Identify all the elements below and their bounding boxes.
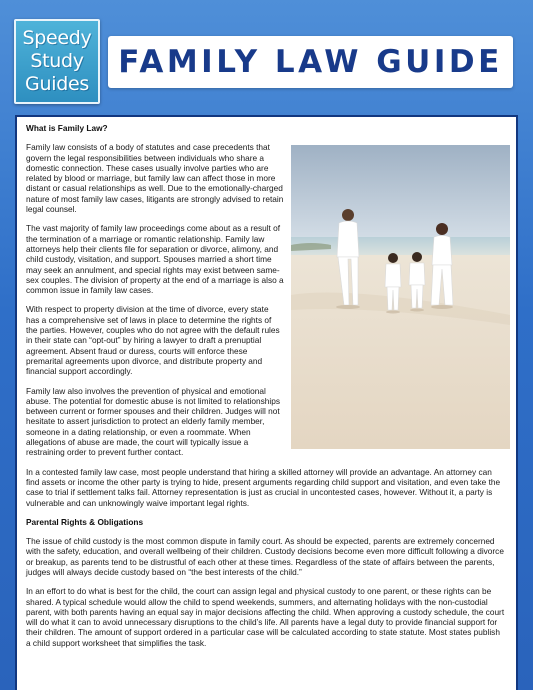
paragraph-3: With respect to property division at the time of divorce, every state has a comprehensive set of laws in place to determine the rights of the parties. However, couples who do not agree with the default rules in their state can “opt-out” by hiring a lawyer to draft a prenuptial agreement. Absent fraud or duress, courts will enforce these premarital agreements upon divorce, and distribute property and financial support accordingly. bbox=[26, 304, 280, 377]
speedy-study-guides-logo bbox=[14, 19, 100, 104]
paragraph-7: In an effort to do what is best for the child, the court can assign legal and physical custody to one parent, or these rights can be shared. A typical schedule would allow the child to spend weekends, summers, and alternating holidays with the non-custodial parent, with both parents having an equal say in major decisions affecting the child. When approving a custody schedule, the court will do what it can to avoid unnecessary disruptions to the child’s life. All parents have a legal duty to provide financial support for their children. The amount of support ordered in a particular case will be calculated according to state statute. Most states publish a child support worksheet that simplifies the task. bbox=[26, 586, 505, 648]
logo-line-2: Study bbox=[30, 50, 84, 72]
paragraph-6: The issue of child custody is the most common dispute in family court. As should be expected, parents are extremely concerned with the safety, education, and overall wellbeing of their children. Custody decisions become even more difficult following a divorce or breakup, as parents tend to be distrustful of each other at these times. Regardless of the state of affairs between the parents, judges will always decide custody based on “the best interests of the child.” bbox=[26, 536, 504, 577]
heading-what-is-family-law: What is Family Law? bbox=[26, 123, 108, 133]
family-beach-photo bbox=[291, 145, 510, 449]
logo-line-3: Guides bbox=[25, 73, 89, 95]
paragraph-4: Family law also involves the prevention of physical and emotional abuse. The potential for domestic abuse is not limited to relationships between current or former spouses and their children. Judges will not hesitate to assert jurisdiction to protect an elderly family member, someone in a dating relationship, or even a roommate. When allegations of abuse are made, the court will typically issue a restraining order to prevent further contact. bbox=[26, 385, 280, 458]
paragraph-2: The vast majority of family law proceedings come about as a result of the termination of a marriage or romantic relationship. Family law attorneys help their clients file for separation or divorce, alimony, and child custody, visitation, and support. Spouses married a short time may seek an annulment, and special rights may exist between same-sex couples. The division of property at the end of a marriage is also a common issue in family law cases. bbox=[26, 223, 284, 296]
title-banner bbox=[108, 36, 513, 88]
family-beach-illustration bbox=[291, 145, 510, 449]
paragraph-1: Family law consists of a body of statutes and case precedents that govern the legal responsibilities between individuals who share a domestic connection. These cases usually involve parties who are related by blood or marriage, but family law can affect those in more distant or casual relationships as well. Due to the emotionally-charged nature of most family law cases, litigants are strongly advised to retain legal counsel. bbox=[26, 142, 284, 215]
document-page bbox=[15, 115, 518, 690]
paragraph-5: In a contested family law case, most people understand that hiring a skilled attorney will provide an advantage. An attorney can find assets or income the other party is trying to hide, present arguments regarding child support and visitation, and even take the case to trial if settlement talks fail. Attorney representation is just as crucial in uncontested cases, however. Without it, a party is vulnerable and can unknowingly waive important legal rights. bbox=[26, 466, 501, 508]
page-title: FAMILY LAW GUIDE bbox=[118, 44, 503, 80]
heading-parental-rights: Parental Rights & Obligations bbox=[26, 516, 144, 527]
logo-line-1: Speedy bbox=[22, 27, 92, 49]
